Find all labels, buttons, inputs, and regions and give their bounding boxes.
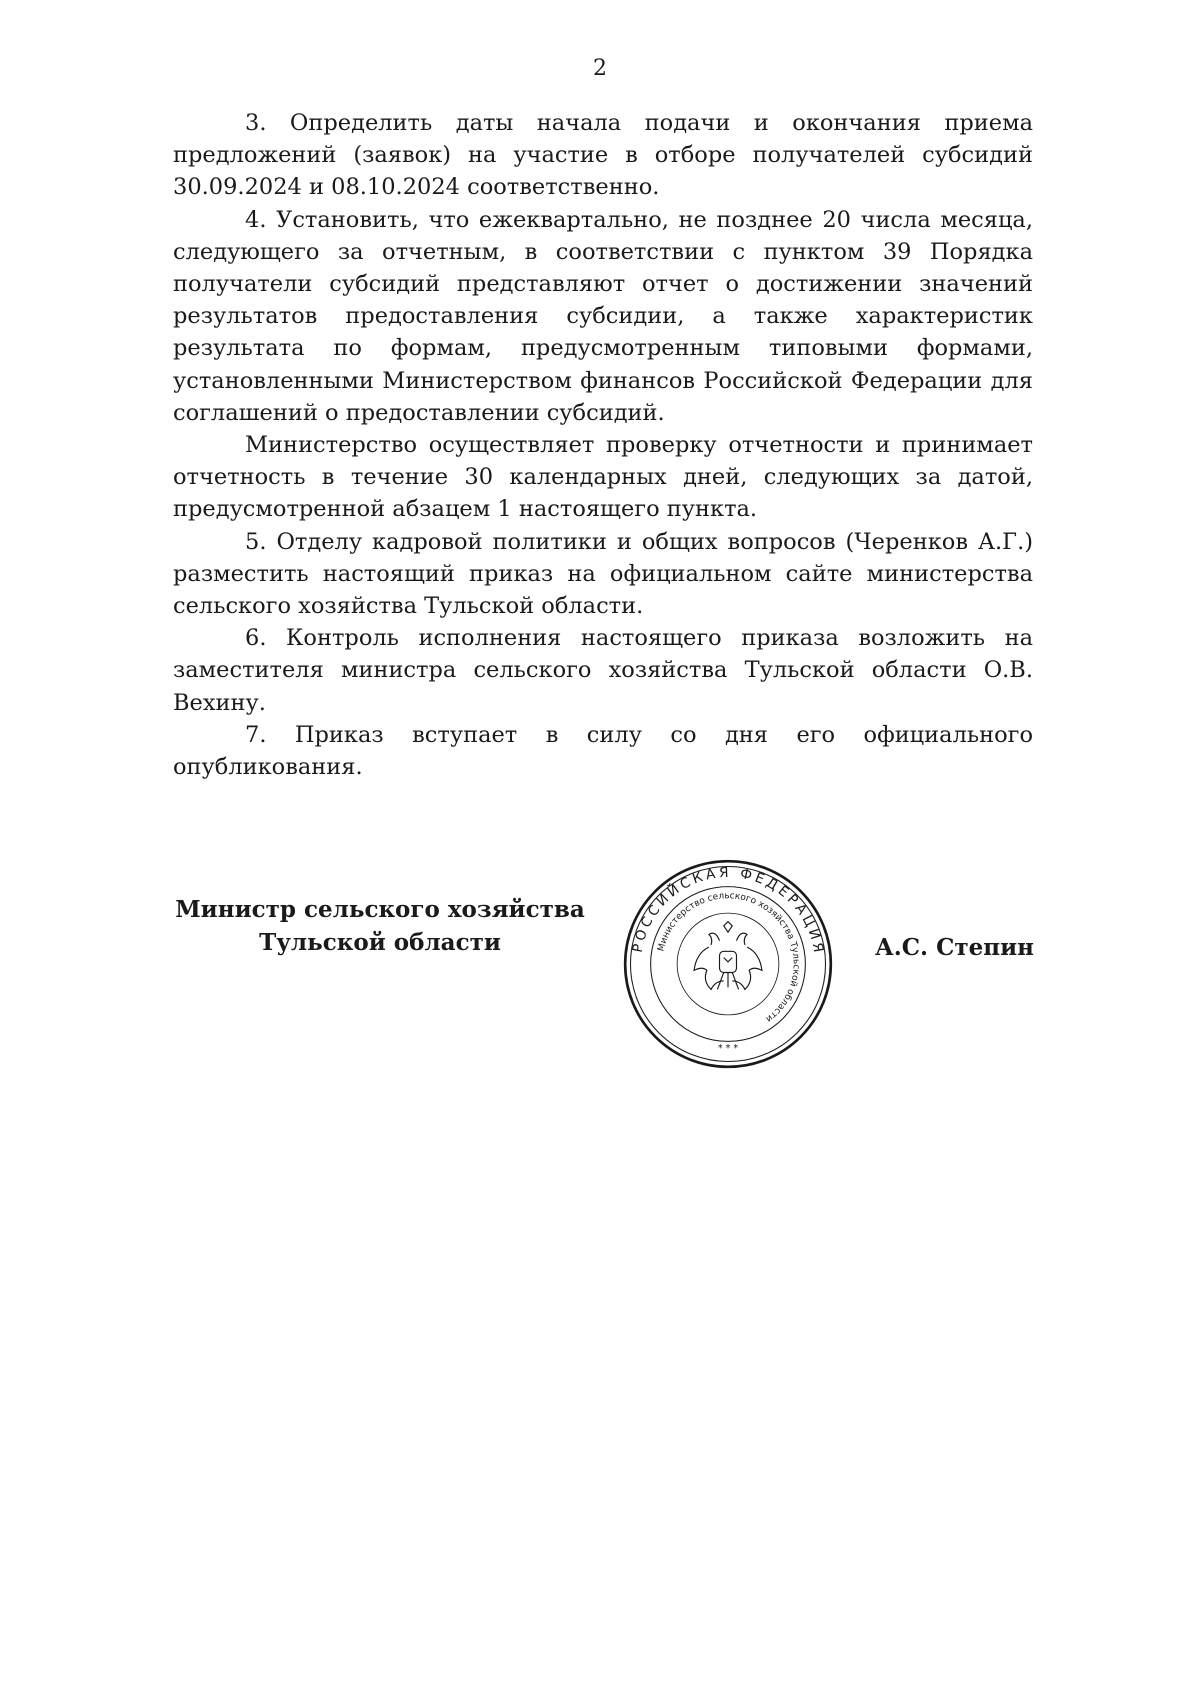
seal-inner-text: Министерство сельского хозяйства Тульской области [656, 891, 801, 1024]
seal-outer-text: РОССИЙСКАЯ ФЕДЕРАЦИЯ [629, 864, 827, 957]
signatory-title-line-1: Министр сельского хозяйства [175, 896, 585, 923]
official-seal [622, 858, 834, 1070]
signatory-name: А.С. Степин [875, 934, 1034, 961]
paragraph-item-4-continued: Министерство осуществляет проверку отчетности и принимает отчетность в течение 30 календарных дней, следующих за датой, предусмотренной абзацем 1 настоящего пункта. [173, 432, 1033, 523]
paragraph-item-3: 3. Определить даты начала подачи и окончания приема предложений (заявок) на участие в отборе получателей субсидий 30.09.2024 и 08.10.2024 соответственно. [173, 110, 1033, 201]
page-number: 2 [593, 56, 607, 81]
svg-text:Министерство сельского хозяйст [657, 891, 801, 1024]
signatory-title-line-2: Тульской области [259, 929, 501, 956]
signatory-title [170, 893, 590, 959]
paragraph-item-6: 6. Контроль исполнения настоящего приказа возложить на заместителя министра сельского хозяйства Тульской области О.В. Вехину. [173, 625, 1033, 716]
paragraph-item-7: 7. Приказ вступает в силу со дня его официального опубликования. [173, 721, 1033, 781]
paragraph-item-4: 4. Установить, что ежеквартально, не позднее 20 числа месяца, следующего за отчетным, в соответствии с пунктом 39 Порядка получатели субсидий представляют отчет о достижении значений результатов предоставления субсидии, а также характеристик результата по формам, предусмотренным типовыми формами, установленными Министерством финансов Российской Федерации для соглашений о предоставлении субсидий. [173, 206, 1033, 426]
document-body [173, 107, 1033, 783]
svg-text:* * *: * * * [717, 1042, 739, 1054]
coat-of-arms-icon [694, 922, 762, 990]
paragraph-item-5: 5. Отделу кадровой политики и общих вопросов (Черенков А.Г.) разместить настоящий приказ на официальном сайте министерства сельского хозяйства Тульской области. [173, 528, 1033, 620]
seal-graphic [622, 858, 834, 1070]
